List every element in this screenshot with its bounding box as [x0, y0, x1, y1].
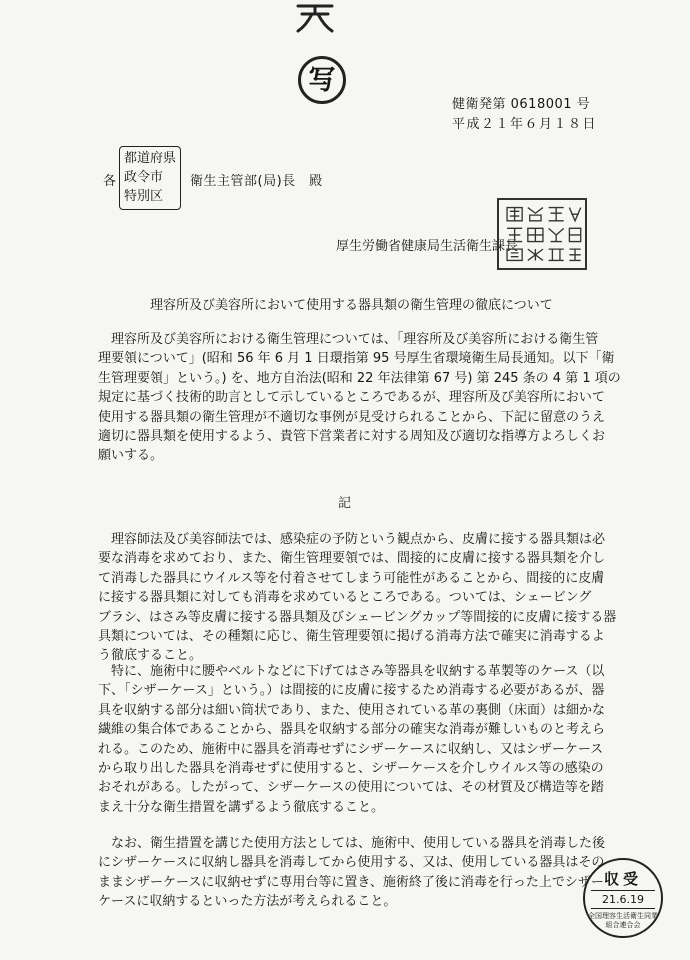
body-paragraph-1 [98, 530, 617, 666]
text-line: 生管理要領」という。) を、地方自治法(昭和 22 年法律第 67 号) 第 245 条の 4 第 1 項の [98, 370, 621, 386]
text-line: 下、「シザーケース」という。）は間接的に皮膚に接するため消毒する必要があるが、器 [98, 683, 605, 699]
copy-seal: 写 [298, 56, 346, 104]
text-line: 理容師法及び美容師法では、感染症の予防という観点から、皮膚に接する器具類は必 [111, 532, 606, 547]
body-paragraph-2 [98, 662, 606, 817]
text-line: まえ十分な衛生措置を講ずるよう徹底すること。 [98, 799, 385, 815]
addressee-entity: 都道府県 [124, 151, 177, 166]
addressee-entity: 政令市 [124, 170, 164, 185]
text-line: 繊維の集合体であることから、器具を収納する部分の確実な消毒が難しいものと考えら [98, 722, 606, 738]
text-line: 規定に基づく技術的助言として示しているところであるが、理容所及び美容所において [98, 390, 605, 406]
text-line: ブラシ、はさみ等皮膚に接する器具類及びシェービングカップ等間接的に皮膚に接する器 [98, 609, 617, 625]
sender-name: 厚生労働省健康局生活衛生課長 [336, 239, 519, 254]
subject-title: 理容所及び美容所において使用する器具類の衛生管理の徹底について [150, 298, 553, 313]
addressee-title: 衛生主管部(局)長 殿 [190, 174, 323, 189]
text-line: ままシザーケースに収納せずに専用台等に置き、施術終了後に消毒を行った上でシザー [98, 874, 604, 890]
text-line: ケースに収納するといった方法が考えられること。 [98, 894, 397, 910]
text-line: から取り出した器具を消毒せずに使用すると、シザーケースを介しウイルス等の感染の [98, 761, 604, 777]
text-line: 願いする。 [98, 448, 164, 464]
receipt-date: 21.6.19 [591, 890, 655, 909]
document-number: 健衛発第 0618001 号 [452, 97, 591, 112]
text-line: に接する器具類に対しても消毒を求めているところである。ついては、シェービング [98, 590, 592, 606]
text-line: 理要領について」(昭和 56 年 6 月 1 日環指第 95 号厚生省環境衛生局長通知。以下「衛 [98, 351, 615, 367]
text-line: れる。このため、施術中に器具を消毒せずにシザーケースに収納し、又はシザーケース [98, 741, 604, 757]
handwritten-mark [290, 0, 340, 34]
document-date: 平成２１年６月１８日 [452, 117, 598, 132]
receipt-stamp [583, 858, 663, 938]
body-paragraph-3 [98, 834, 606, 912]
ki-heading: 記 [338, 496, 352, 511]
text-line: 要な消毒を求めており、また、衛生管理要領では、間接的に皮膚に接する器具類を介し [98, 551, 606, 567]
text-line: う徹底すること。 [98, 648, 203, 664]
text-line: にシザーケースに収納し器具を消毒してから使用する、又は、使用している器具はその [98, 855, 605, 871]
text-line: なお、衛生措置を講じた使用方法としては、施術中、使用している器具を消毒した後 [111, 836, 606, 851]
addressee-entity: 特別区 [124, 189, 164, 204]
receipt-label: 収受 [603, 870, 642, 888]
official-seal [497, 198, 587, 270]
text-line: 使用する器具類の衛生管理が不適切な事例が見受けられることから、下記に留意のうえ [98, 409, 606, 425]
text-line: て消毒した器具にウイルス等を付着させてしまう可能性があることから、間接的に皮膚 [98, 570, 605, 586]
text-line: 適切に器具類を使用するよう、貴管下営業者に対する周知及び適切な指導方よろしくお [98, 429, 606, 445]
text-line: 具類については、その種類に応じ、衛生管理要領に掲げる消毒方法で確実に消毒するよ [98, 629, 605, 645]
text-line: おそれがある。したがって、シザーケースの使用については、その材質及び構造等を踏 [98, 780, 604, 796]
intro-paragraph [98, 330, 621, 466]
addressee-box [119, 146, 181, 210]
text-line: 理容所及び美容所における衛生管理については、「理容所及び美容所における衛生管 [111, 332, 599, 347]
text-line: 特に、施術中に腰やベルトなどに下げてはさみ等器具を収納する革製等のケース（以 [111, 664, 605, 679]
addressee-prefix: 各 [103, 174, 117, 189]
text-line: 具を収納する部分は細い筒状であり、また、使用されている革の裏側（床面）は細かな [98, 702, 606, 718]
receipt-footer: 全国理容生活衛生同業組合連合会 [588, 912, 658, 929]
